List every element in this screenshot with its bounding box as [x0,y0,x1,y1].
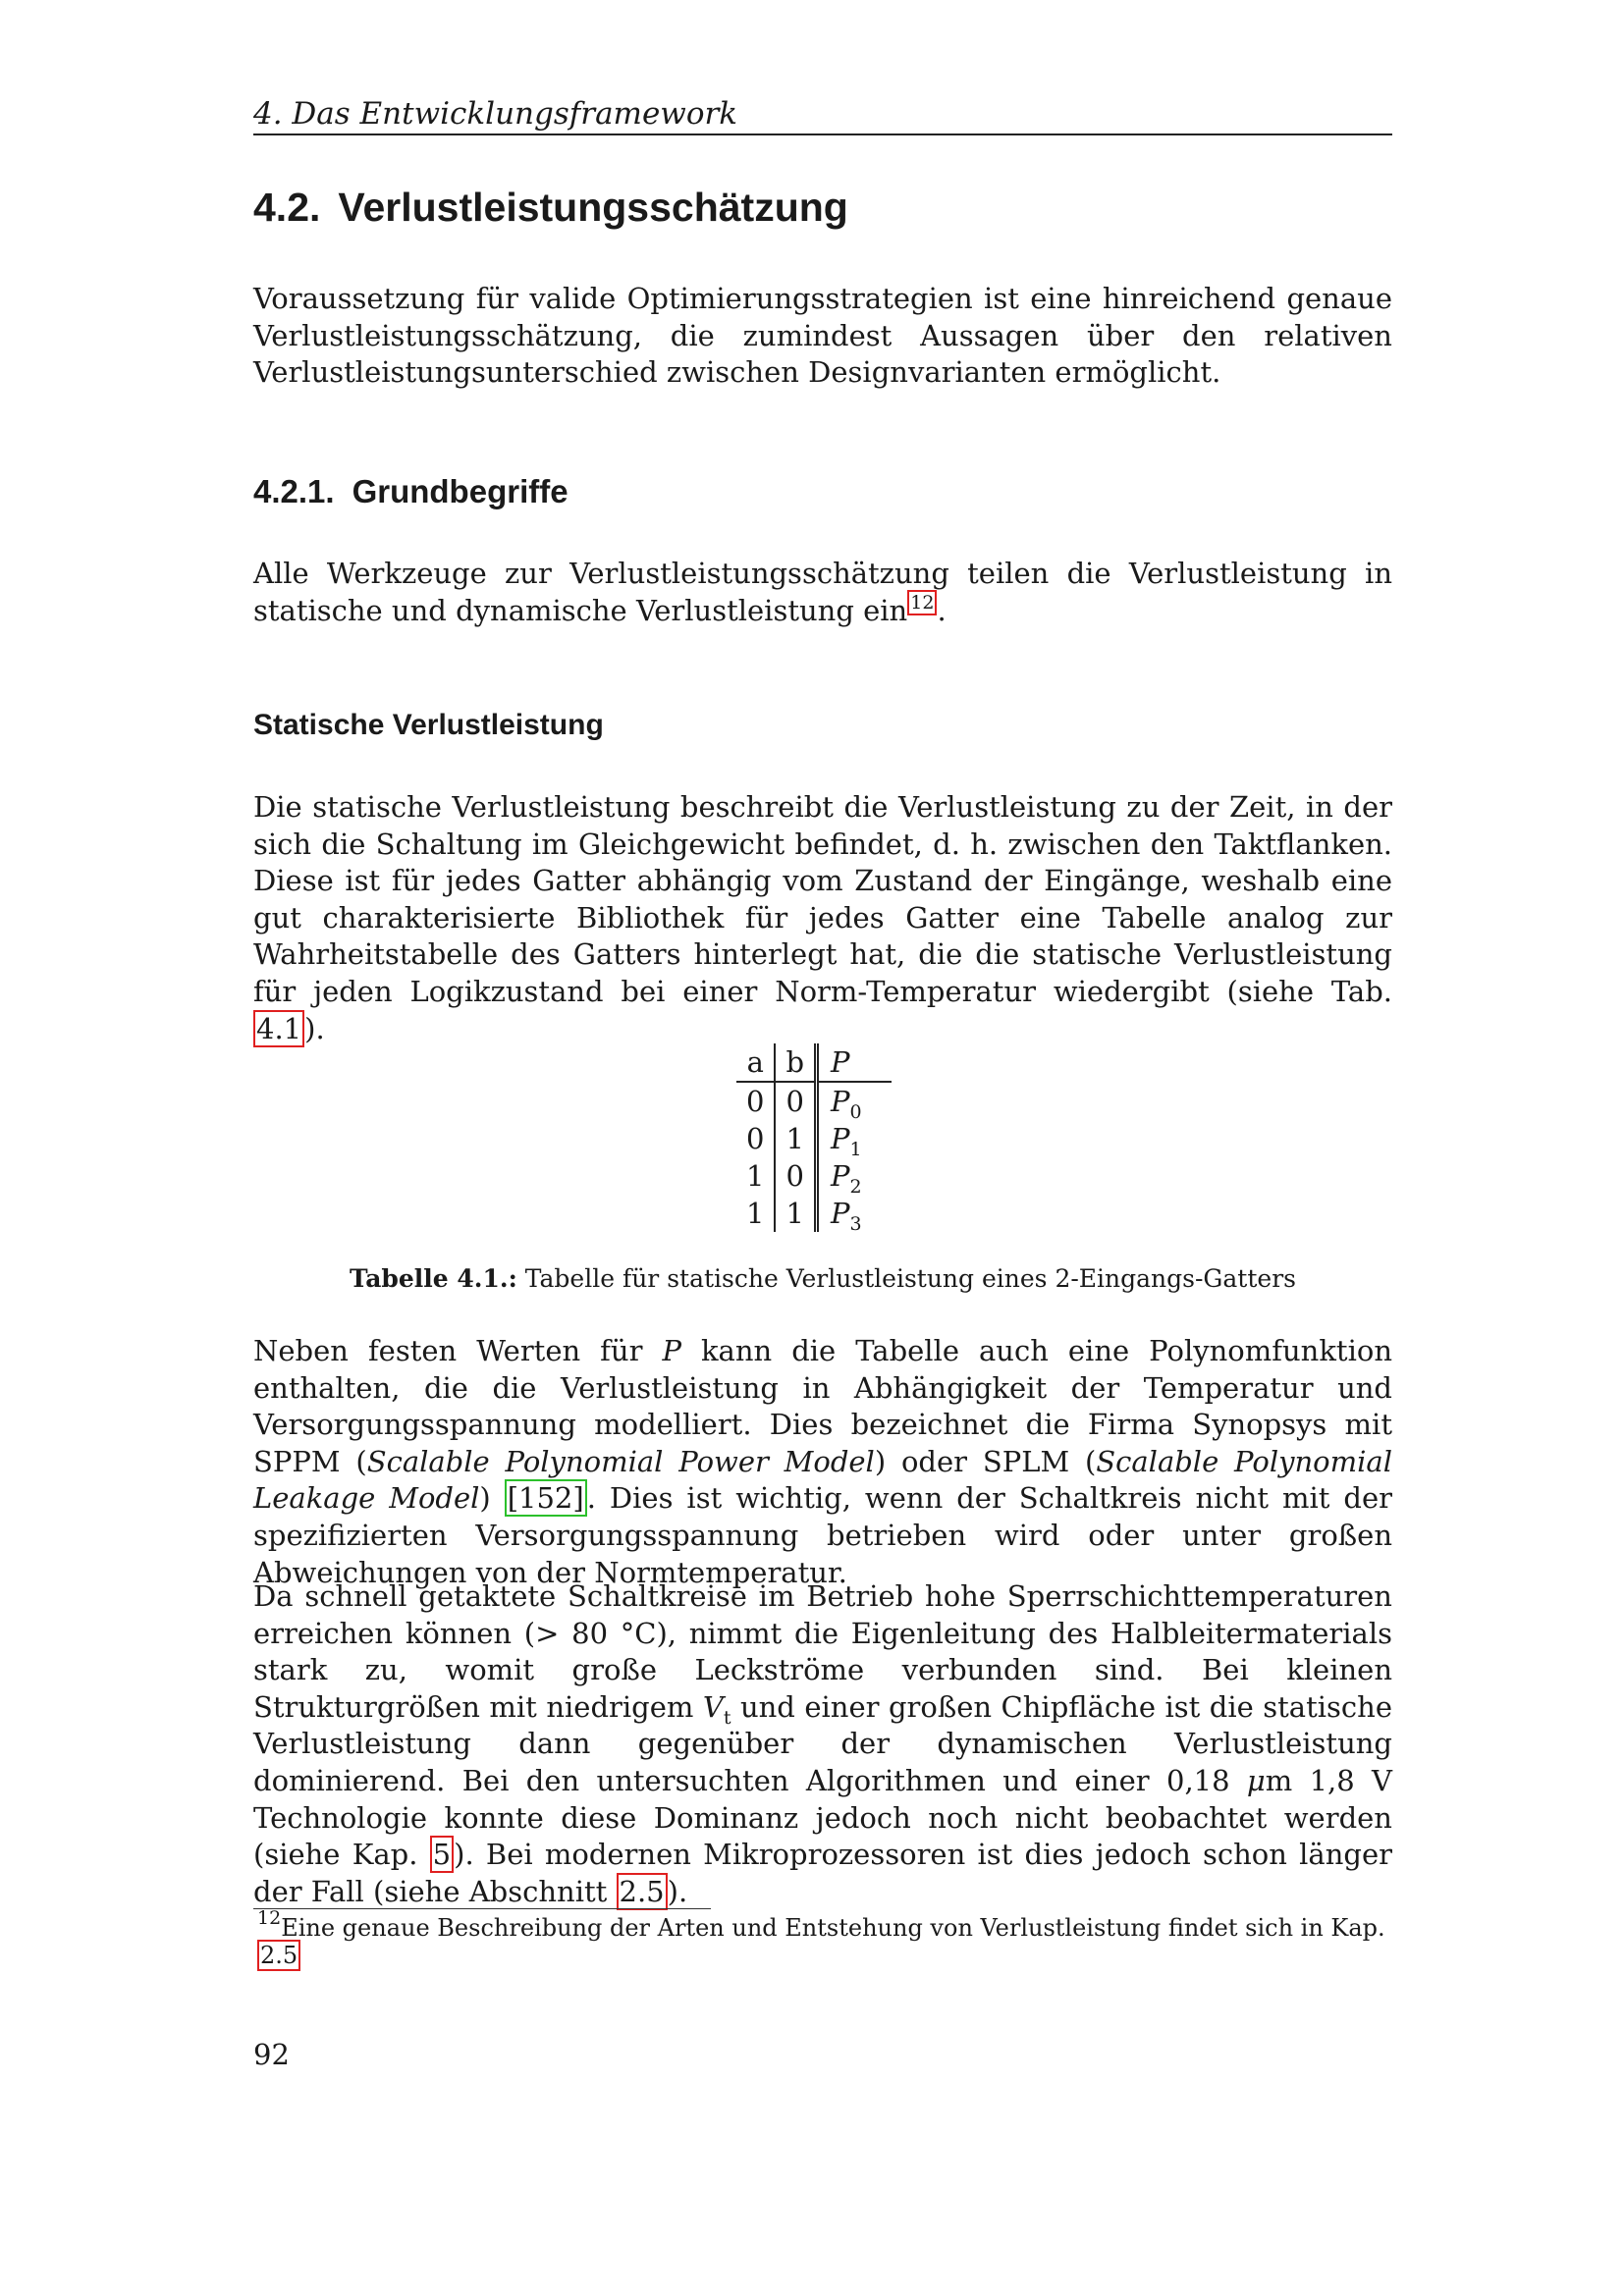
text-run: ). Bei modernen Mikroprozessoren ist dies jedoch schon länger der Fall (siehe Abschnitt [253,1838,1392,1908]
header-a: a [736,1043,775,1082]
cell-p-var: P [831,1122,850,1155]
text-run: kann die Tabelle auch eine Polynomfunktion enthalten, die die Verlustleistung in Abhängigkeit der Temperatur und Versorgungsspannung modelliert. Dies bezeichnet die Firma Synopsys mit SPPM ( [253,1334,1392,1478]
static-end: ). [304,1011,325,1045]
citation-link[interactable]: [152] [505,1479,587,1517]
table-row [736,1195,892,1232]
table-ref-link[interactable]: 4.1 [253,1010,304,1047]
footnote-mark: 12 [257,1907,282,1929]
static-text: Die statische Verlustleistung beschreibt die Verlustleistung zu der Zeit, in der sich die Schaltung im Gleichgewicht befindet, d. h. zwischen den Taktflanken. Diese ist für jedes Gatter abhängig vom Zustand der Eingänge, weshalb eine gut charakterisierte Bibliothek für jedes Gatter eine Tabelle analog zur Wahrheitstabelle des Gatters hinterlegt hat, die die statische Verlustleistung für jeden Logikzustand bei einer Norm-Temperatur wiedergibt (siehe Tab. [253,790,1392,1008]
subsection-number: 4.2.1. [253,473,335,509]
table-header-row [736,1043,892,1082]
cell-a: 1 [736,1157,775,1195]
cell-b: 1 [775,1120,816,1157]
grundbegriffe-end: . [937,593,947,627]
cell-p-sub: 2 [849,1176,862,1198]
section-number: 4.2. [253,185,321,230]
table-row [736,1157,892,1195]
table-row [736,1082,892,1120]
cell-p [817,1195,893,1235]
section-title: Verlustleistungsschätzung [338,185,848,230]
polynom-paragraph [253,1333,1392,1591]
footnote-ref-link[interactable]: 2.5 [257,1940,300,1971]
cell-b: 0 [775,1157,816,1195]
header-p: P [817,1043,893,1082]
text-run: ). [667,1874,688,1908]
text-run: . Dies ist wichtig, wenn der Schaltkreis nicht mit der spezifizierten Versorgungsspannung betrieben wird oder unter großen Abweichungen von der Normtemperatur. [253,1481,1392,1589]
cell-a: 0 [736,1120,775,1157]
intro-paragraph: Voraussetzung für valide Optimierungsstrategien ist eine hinreichend genaue Verlustleistungsschätzung, die zumindest Aussagen über den relativen Verlustleistungsunterschied zwischen Designvarianten ermöglicht. [253,282,1392,390]
static-paragraph [253,789,1392,1047]
footnote-rule [253,1908,711,1909]
cell-p-var: P [831,1197,850,1230]
truth-table [736,1043,892,1235]
caption-label: Tabelle 4.1.: [350,1264,517,1293]
subsection-title: Grundbegriffe [352,473,568,509]
cell-p-var: P [831,1085,850,1118]
page-number: 92 [253,2038,290,2071]
cell-p-sub: 1 [849,1139,862,1160]
text-run: und einer großen Chipfläche ist die statische Verlustleistung dann gegenüber der dynamischen Verlustleistung dominierend. Bei den untersuchten Algorithmen und einer 0,18 [253,1689,1392,1797]
text-run: Da schnell getaktete Schaltkreise im Betrieb hohe Sperrschichttemperaturen erreichen können (> 80 °C), nimmt die Eigenleitung des Halbleitermaterials stark zu, womit große Leckströme verbunden sind. Bei kleinen Strukturgrößen mit niedrigem [253,1579,1392,1724]
math-mu: μ [1246,1763,1266,1797]
text-run: m 1,8 V Technologie konnte diese Dominanz jedoch noch nicht beobachtet werden (siehe Kap. [253,1763,1392,1872]
section-heading [253,185,848,231]
running-head: 4. Das Entwicklungsframework [253,96,1392,135]
header-b: b [775,1043,816,1082]
footnote-text: Eine genaue Beschreibung der Arten und Entstehung von Verlustleistung findet sich in Kap. [281,1914,1385,1942]
math-var: V [702,1689,724,1724]
text-run: Neben festen Werten für [253,1334,663,1367]
cell-p-sub: 0 [849,1101,862,1123]
cell-a: 1 [736,1195,775,1232]
cell-p-var: P [831,1159,850,1193]
table-row [736,1120,892,1157]
chapter-ref-link[interactable]: 5 [430,1836,454,1873]
footnote [257,1907,1392,1969]
cell-p [817,1082,893,1123]
cell-a: 0 [736,1082,775,1120]
cell-b: 0 [775,1082,816,1120]
cell-p [817,1120,893,1160]
text-run: ) oder SPLM ( [874,1444,1097,1478]
math-sub: t [723,1706,731,1729]
table-caption [253,1264,1392,1293]
text-run: ) [479,1481,505,1516]
footnote-link[interactable]: 12 [907,590,937,615]
italic-term: Scalable Polynomial Leakage Model [253,1444,1392,1516]
italic-term: Scalable Polynomial Power Model [366,1444,875,1478]
grundbegriffe-paragraph [253,556,1392,629]
cell-b: 1 [775,1195,816,1232]
cell-p-sub: 3 [849,1213,862,1235]
cell-p [817,1157,893,1198]
math-var: P [662,1334,681,1367]
caption-text: Tabelle für statische Verlustleistung eines 2-Eingangs-Gatters [516,1264,1296,1293]
subsection-heading [253,473,568,510]
section-ref-link[interactable]: 2.5 [617,1873,668,1910]
subsubsection-heading: Statische Verlustleistung [253,709,604,741]
grundbegriffe-text: Alle Werkzeuge zur Verlustleistungsschätzung teilen die Verlustleistung in statische und dynamische Verlustleistung ein [253,557,1392,627]
temperature-paragraph [253,1578,1392,1910]
